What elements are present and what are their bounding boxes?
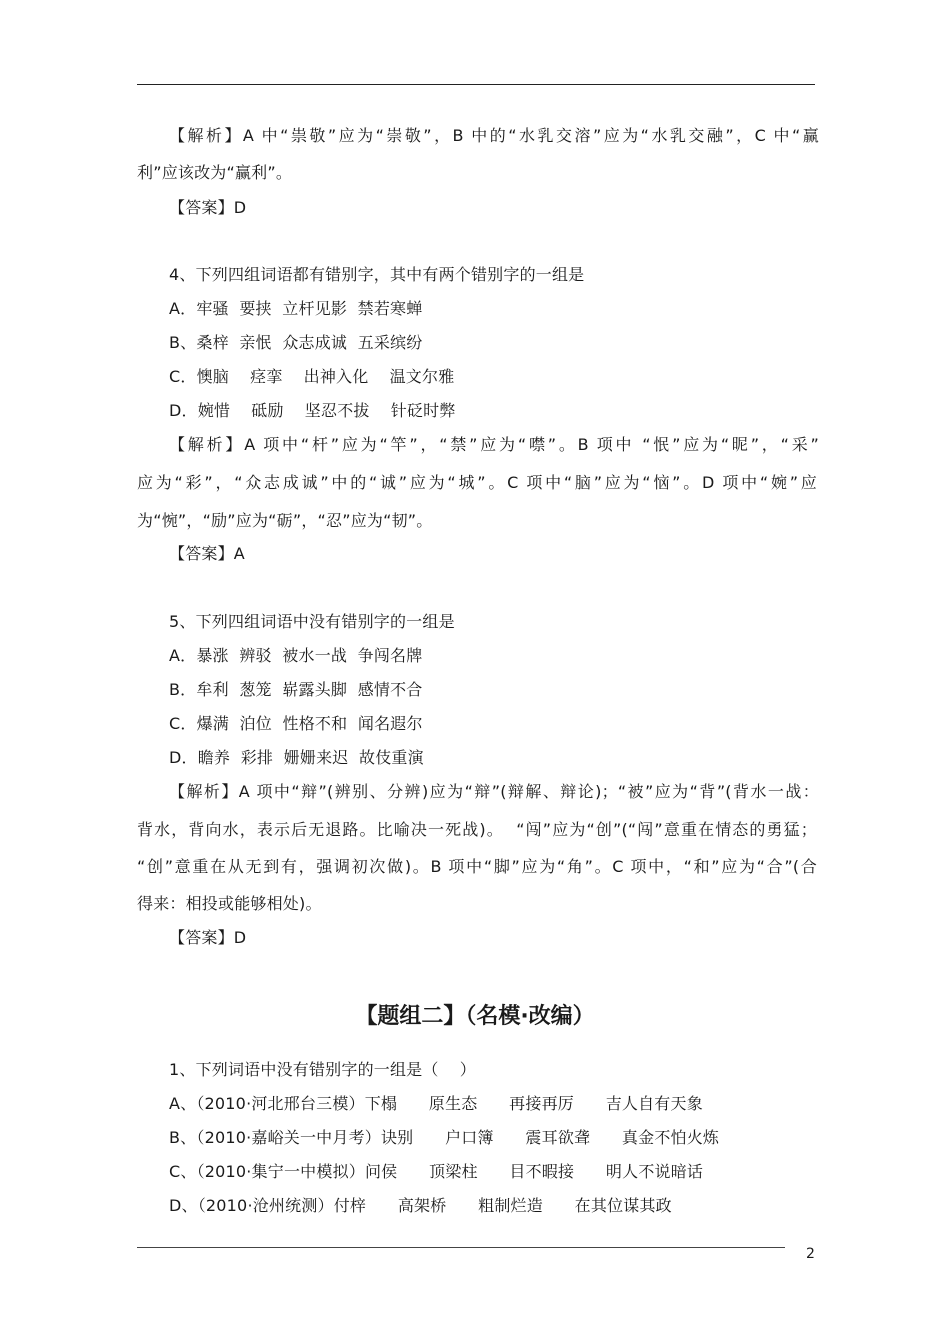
option-line: A．牢骚 要挟 立杆见影 禁若寒蝉: [169, 299, 423, 318]
analysis-line: 【解析】A 中“祟敬”应为“崇敬”，B 中的“水乳交溶”应为“水乳交融”，C 中“赢: [169, 126, 819, 145]
analysis-line: “创”意重在从无到有，强调初次做)。B 项中“脚”应为“角”。C 项中，“和”应为“合”(合: [137, 857, 817, 876]
page-number: 2: [806, 1246, 815, 1262]
answer-line: 【答案】A: [169, 544, 245, 563]
option-line: C、（2010·集宁一中模拟）问侯 顶梁柱 目不暇接 明人不说暗话: [169, 1162, 704, 1181]
option-line: A、（2010·河北邢台三模）下榻 原生态 再接再厉 吉人自有天象: [169, 1094, 703, 1113]
option-line: D、（2010·沧州统测）付梓 高架桥 粗制烂造 在其位谋其政: [169, 1196, 672, 1215]
analysis-line: 得来：相投或能够相处)。: [137, 894, 322, 913]
question-stem: 5、下列四组词语中没有错别字的一组是: [169, 612, 455, 631]
answer-line: 【答案】D: [169, 198, 247, 217]
question-stem: 4、下列四组词语都有错别字，其中有两个错别字的一组是: [169, 265, 585, 284]
answer-line: 【答案】D: [169, 928, 247, 947]
question-stem: 1、下列词语中没有错别字的一组是（ ）: [169, 1060, 476, 1079]
analysis-line: 应为“彩”，“众志成诚”中的“诚”应为“城”。C 项中“脑”应为“恼”。D 项中“婉”应: [137, 473, 817, 492]
analysis-line: 【解析】A 项中“辩”(辨别、分辨)应为“辩”(辩解、辩论)；“被”应为“背”(背水一战：: [169, 782, 819, 801]
analysis-line: 为“惋”，“励”应为“砺”，“忍”应为“韧”。: [137, 511, 433, 530]
option-line: B．牟利 葱笼 崭露头脚 感情不合: [169, 680, 423, 699]
header-rule: [137, 84, 815, 85]
footer-rule: [137, 1247, 785, 1248]
option-line: A．暴涨 辨驳 被水一战 争闯名牌: [169, 646, 423, 665]
analysis-line: 【解析】A 项中“杆”应为“竿”，“禁”应为“噤”。B 项中 “怋”应为“昵”，“采”: [169, 435, 819, 454]
option-line: D．婉惜 砥励 坚忍不拔 针砭时弊: [169, 401, 456, 420]
section-heading: 【题组二】（名模·改编）: [355, 1004, 595, 1029]
option-line: B、（2010·嘉峪关一中月考）诀别 户口簿 震耳欲聋 真金不怕火炼: [169, 1128, 720, 1147]
option-line: D．瞻养 彩排 姗姗来迟 故伎重演: [169, 748, 424, 767]
analysis-line: 背水，背向水，表示后无退路。比喻决一死战)。 “闯”应为“创”(“闯”意重在情态的勇猛；: [137, 820, 817, 839]
option-line: B、桑梓 亲怋 众志成诚 五采缤纷: [169, 333, 423, 352]
option-line: C．懊脑 痉挛 出神入化 温文尔雅: [169, 367, 455, 386]
option-line: C．爆满 泊位 性格不和 闻名遐尔: [169, 714, 423, 733]
analysis-line: 利”应该改为“赢利”。: [137, 163, 293, 182]
